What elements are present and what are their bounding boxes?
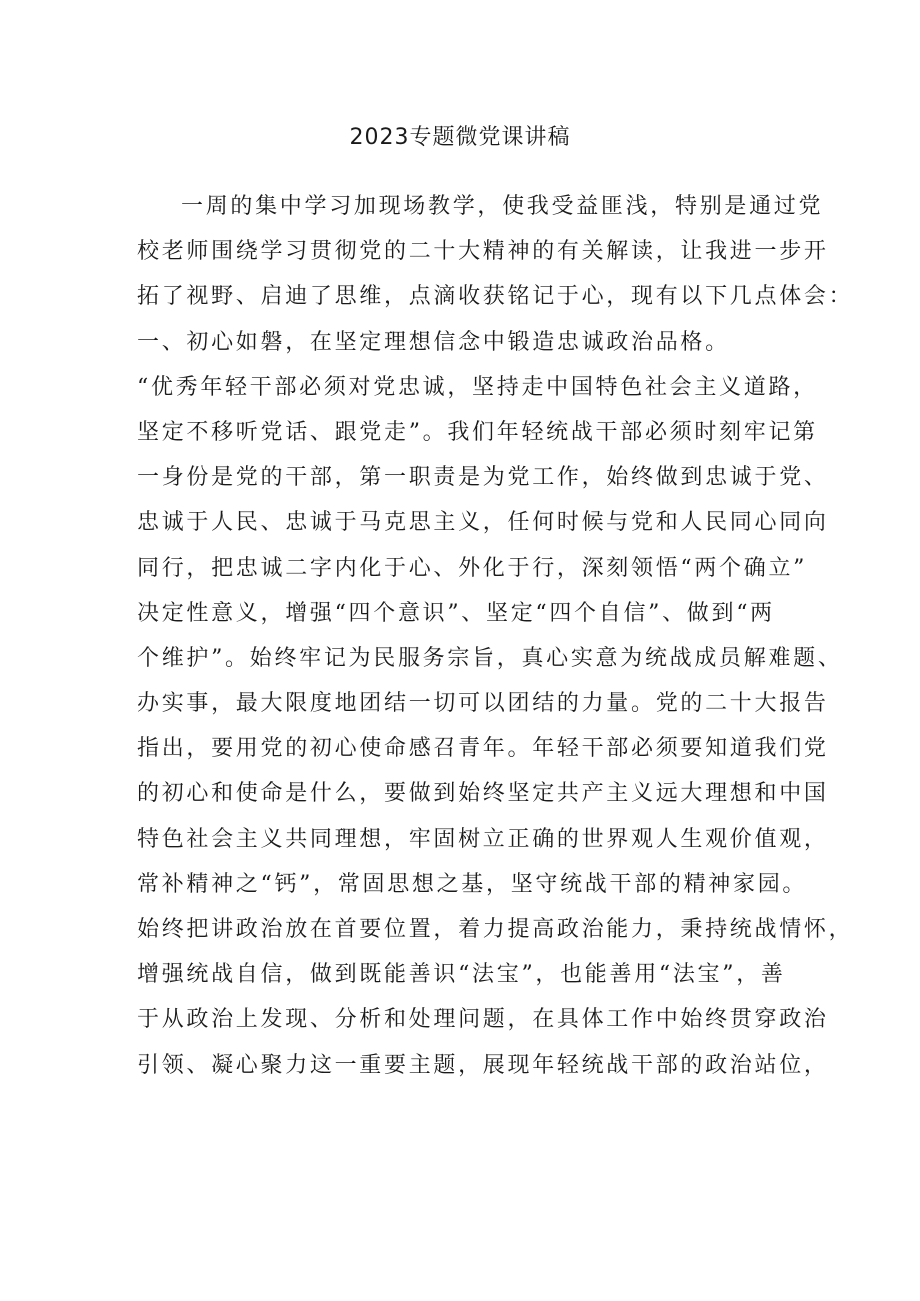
- body-line: 坚定不移听党话、跟党走”。我们年轻统战干部必须时刻牢记第: [137, 419, 818, 445]
- body-line: 拓了视野、启迪了思维，点滴收获铭记于心，现有以下几点体会：: [137, 284, 854, 310]
- body-line: 办实事，最大限度地团结一切可以团结的力量。党的二十大报告: [137, 691, 829, 717]
- body-line: 决定性意义，增强“四个意识”、坚定“四个自信”、做到“两: [137, 600, 775, 626]
- body-line: 一身份是党的干部，第一职责是为党工作，始终做到忠诚于党、: [137, 465, 829, 491]
- body-line: 始终把讲政治放在首要位置，着力提高政治能力，秉持统战情怀，: [137, 917, 854, 942]
- body-line: 一周的集中学习加现场教学，使我受益匪浅，特别是通过党: [181, 194, 824, 219]
- body-line: 个维护”。始终牢记为民服务宗旨，真心实意为统战成员解难题、: [137, 645, 843, 671]
- body-line: 引领、凝心聚力这一重要主题，展现年轻统战干部的政治站位，: [137, 1052, 829, 1078]
- section-heading: 一、初心如磐，在坚定理想信念中锻造忠诚政治品格。: [137, 329, 730, 355]
- body-line: 指出，要用党的初心使命感召青年。年轻干部必须要知道我们党: [137, 736, 829, 762]
- body-line: 于从政治上发现、分析和处理问题，在具体工作中始终贯穿政治: [137, 1007, 829, 1033]
- body-line: 的初心和使命是什么，要做到始终坚定共产主义远大理想和中国: [137, 781, 829, 807]
- body-line: 常补精神之“钙”，常固思想之基，坚守统战干部的精神家园。: [137, 871, 808, 897]
- body-line: 同行，把忠诚二字内化于心、外化于行，深刻领悟“两个确立”: [137, 555, 808, 581]
- document-body: [137, 184, 854, 1088]
- body-line: 校老师围绕学习贯彻党的二十大精神的有关解读，让我进一步开: [137, 239, 829, 265]
- body-line: 特色社会主义共同理想，牢固树立正确的世界观人生观价值观，: [137, 826, 829, 852]
- body-line: 忠诚于人民、忠诚于马克思主义，任何时候与党和人民同心同向: [137, 510, 829, 536]
- body-line: “优秀年轻干部必须对党忠诚，坚持走中国特色社会主义道路，: [137, 374, 818, 400]
- document-title: 2023专题微党课讲稿: [349, 125, 571, 150]
- body-line: 增强统战自信，做到既能善识“法宝”，也能善用“法宝”，善: [137, 962, 786, 988]
